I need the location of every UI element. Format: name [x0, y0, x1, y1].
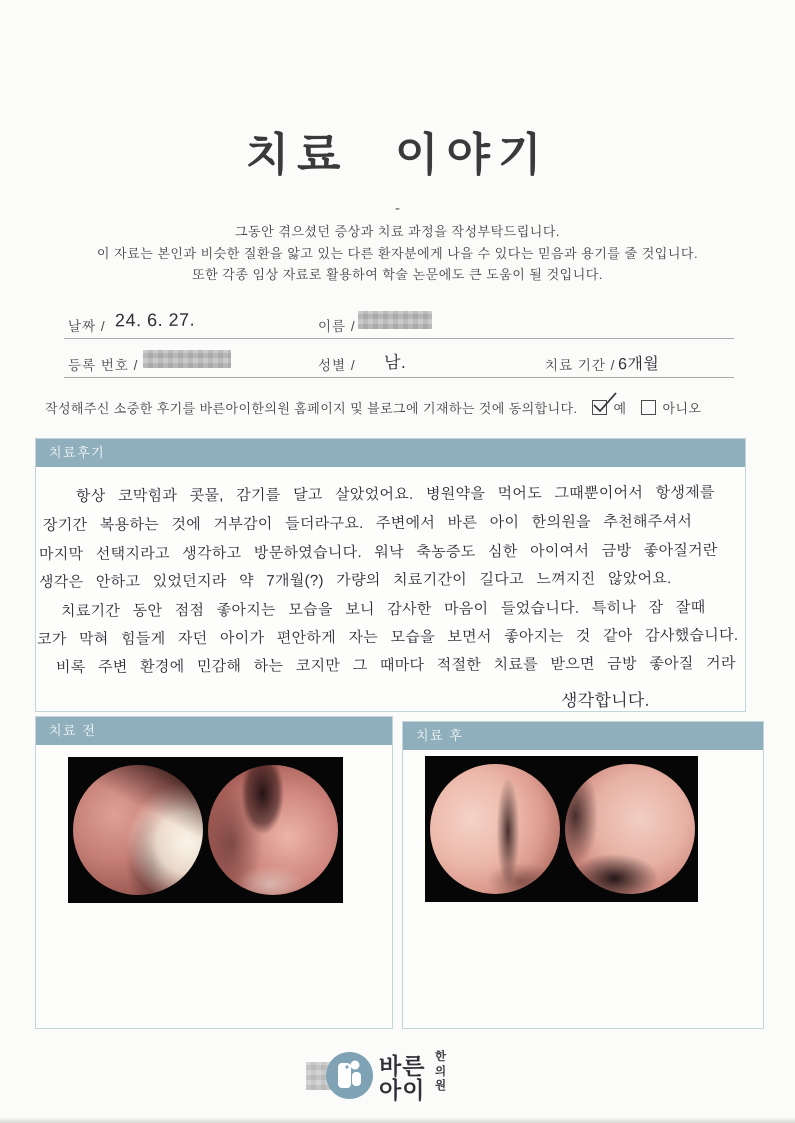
endoscopy-photo-before-right — [208, 765, 338, 895]
name-label: 이름 / — [318, 319, 356, 334]
clinic-logo-icon — [326, 1052, 373, 1099]
form-rule-1 — [64, 338, 734, 339]
endoscopy-photo-before-left — [73, 765, 203, 895]
gender-label: 성별 / — [318, 358, 356, 373]
after-treatment-section — [402, 721, 764, 1029]
gender-value-handwritten: 남. — [383, 352, 407, 373]
intro-line-2: 이 자료는 본인과 비슷한 질환을 앓고 있는 다른 환자분에게 나을 수 있다는 믿음과 용기를 줄 것입니다. — [96, 245, 699, 261]
period-value-handwritten: 6개월 — [617, 355, 660, 374]
clinic-name-bottom: 아이 — [379, 1077, 426, 1103]
consent-no-label: 아니오 — [662, 401, 702, 416]
review-line: 치료기간 동안 점점 좋아지는 모습을 보니 감사한 마음이 들었습니다. 특히나 잠 잘때 — [60, 599, 706, 620]
before-section-header: 치료 전 — [36, 717, 392, 745]
review-line: 마지막 선택지라고 생각하고 방문하였습니다. 워낙 축농증도 심한 아이여서 금방 좋아질거란 — [38, 541, 718, 564]
review-line: 생각은 안하고 있었던지라 약 7개월(?) 가량의 치료기간이 길다고 느껴지진 않았어요. — [38, 570, 672, 591]
review-section — [35, 438, 746, 712]
name-redaction-mosaic — [358, 311, 432, 329]
clinic-name-top: 바른 — [379, 1053, 426, 1079]
date-value-handwritten: 24. 6. 27. — [114, 309, 196, 331]
review-line: 항상 코막힘과 콧물, 감기를 달고 살았었어요. 병원약을 먹어도 그때뿐이어서 항생제를 — [75, 484, 715, 505]
scan-bottom-edge — [0, 1117, 795, 1123]
page-title: 치료 이야기 — [245, 129, 550, 180]
review-line: 비록 주변 환경에 민감해 하는 코지만 그 때마다 적절한 치료를 받으면 금방 좋아질 거라 — [55, 654, 736, 677]
suffix-char: 의 — [434, 1065, 447, 1078]
endoscopy-photo-after-left — [430, 764, 560, 894]
consent-statement: 작성해주신 소중한 후기를 바른아이한의원 홈페이지 및 블로그에 기재하는 것에 동의합니다. — [45, 401, 578, 416]
regno-label: 등록 번호 / — [68, 358, 139, 373]
review-section-header: 치료후기 — [36, 439, 745, 467]
intro-line-1: 그동안 겪으셨던 증상과 치료 과정을 작성부탁드립니다. — [234, 224, 560, 239]
regno-redaction-mosaic — [143, 350, 231, 368]
form-rule-2 — [64, 377, 734, 378]
child-figure-icon — [326, 1052, 373, 1099]
review-line: 생각합니다. — [560, 690, 650, 711]
clinic-suffix — [434, 1050, 447, 1094]
intro-text — [0, 221, 795, 286]
review-line: 장기간 복용하는 것에 거부감이 들더라구요. 주변에서 바른 아이 한의원을 추천해주셔서 — [42, 513, 693, 534]
before-treatment-section — [35, 716, 393, 1029]
consent-row — [45, 398, 785, 417]
consent-yes-label: 예 — [613, 401, 627, 416]
consent-yes-checkbox — [592, 400, 607, 415]
after-section-header: 치료 후 — [403, 722, 763, 750]
consent-no-checkbox — [641, 400, 656, 415]
title-divider: - — [395, 200, 400, 217]
intro-line-3: 또한 각종 임상 자료로 활용하여 학술 논문에도 큰 도움이 될 것입니다. — [192, 267, 603, 282]
date-label: 날짜 / — [68, 319, 106, 334]
suffix-char: 원 — [434, 1080, 447, 1092]
before-photo-strip — [68, 757, 343, 903]
endoscopy-photo-after-right — [565, 764, 695, 894]
suffix-char: 한 — [434, 1051, 447, 1063]
after-photo-strip — [425, 756, 698, 902]
review-line: 코가 막혀 힘들게 자던 아이가 편안하게 자는 모습을 보면서 좋아지는 것 같아 감사했습니다. — [36, 626, 739, 649]
clinic-logo — [0, 1042, 795, 1112]
period-label: 치료 기간 / — [545, 358, 616, 373]
check-mark-icon — [590, 391, 618, 417]
